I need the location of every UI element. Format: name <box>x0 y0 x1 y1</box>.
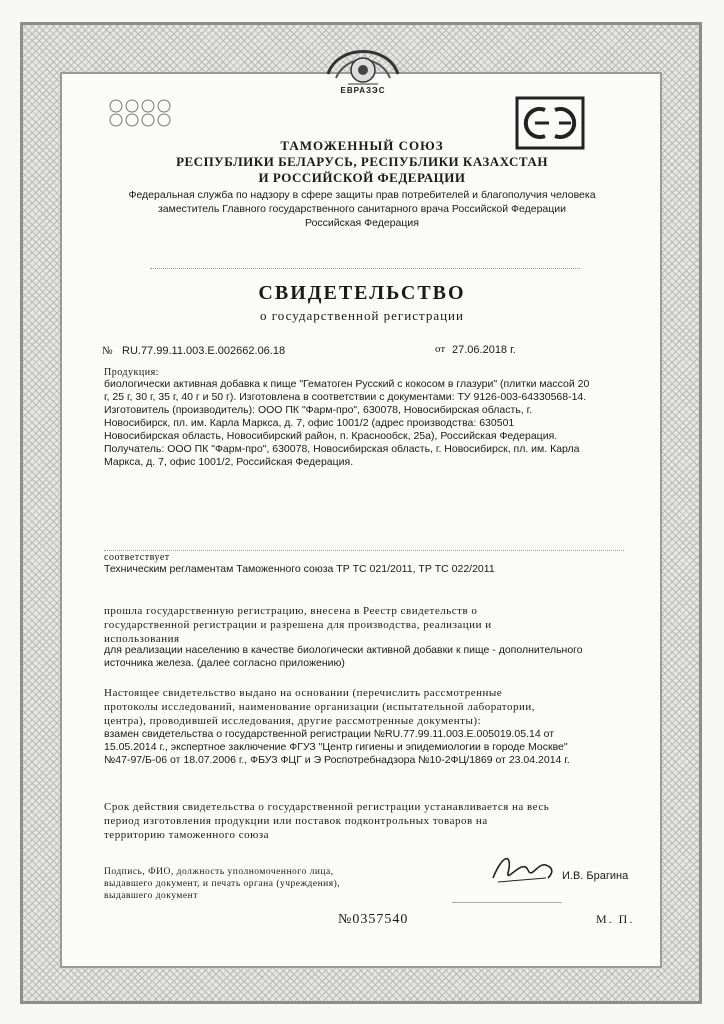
service-text <box>70 188 654 230</box>
emblem-caption: ЕВРАЗЭС <box>340 86 386 95</box>
usage-line: для реализации населению в качестве биологически активной добавки к пище - дополнительного <box>104 644 583 656</box>
certificate-date: 27.06.2018 г. <box>452 344 516 356</box>
republics-line-1: РЕСПУБЛИКИ БЕЛАРУСЬ, РЕСПУБЛИКИ КАЗАХСТАН <box>176 154 548 169</box>
hologram-icon <box>106 96 176 128</box>
registration-line: использования <box>104 633 180 645</box>
validity-line: территорию таможенного союза <box>104 829 270 841</box>
service-line-2: заместитель Главного государственного санитарного врача Российской Федерации <box>157 203 567 215</box>
basis-line: протоколы исследований, наименование организации (испытательной лаборатории, <box>104 701 535 713</box>
divider <box>104 550 624 551</box>
republics-line-2: И РОССИЙСКОЙ ФЕДЕРАЦИИ <box>258 170 466 185</box>
signature-caption <box>104 866 364 902</box>
product-section <box>104 368 624 469</box>
usage-section <box>104 644 624 670</box>
usage-line: источника железа. (далее согласно приложению) <box>104 657 345 669</box>
number-label: № <box>102 345 113 357</box>
basis-detail-line: взамен свидетельства о государственной регистрации №RU.77.99.11.003.E.005019.05.14 от <box>104 728 555 740</box>
product-line: Изготовитель (производитель): ООО ПК "Фарм-про", 630078, Новосибирская область, г. <box>104 404 533 416</box>
product-line: Маркса, д. 7, офис 1001/2, Российская Федерация. <box>104 456 354 468</box>
validity-section <box>104 800 624 842</box>
date-label: от <box>435 343 446 355</box>
handwritten-signature-icon <box>488 848 558 888</box>
signature-caption-line: выдавшего документ, и печать органа (учреждения), <box>104 879 341 889</box>
product-line: Получатель: ООО ПК "Фарм-про", 630078, Новосибирская область, г. Новосибирск, пл. им. Карла <box>104 443 580 455</box>
serial-number: №0357540 <box>338 912 409 927</box>
registration-line: государственной регистрации и разрешена для производства, реализации и <box>104 619 492 631</box>
product-line: Новосибирская область, Новосибирский район, п. Краснообск, 25а), Российская Федерация. <box>104 430 558 442</box>
certificate-title: СВИДЕТЕЛЬСТВО <box>258 282 466 304</box>
compliance-label: соответствует <box>104 552 170 563</box>
product-line: биологически активная добавка к пище "Гематоген Русский с кокосом в глазури" (плитки массой 20 <box>104 378 590 390</box>
basis-section <box>104 686 624 728</box>
validity-line: период изготовления продукции или поставок подконтрольных товаров на <box>104 815 488 827</box>
stamp-place: М. П. <box>596 912 635 926</box>
registration-line: прошла государственную регистрацию, внесена в Реестр свидетельств о <box>104 605 478 617</box>
signature-caption-line: Подпись, ФИО, должность уполномоченного лица, <box>104 867 334 877</box>
compliance-section <box>104 553 624 576</box>
basis-line: центра), проводившей исследования, другие рассмотренные документы): <box>104 715 482 727</box>
divider <box>150 268 580 269</box>
signer-name: И.В. Брагина <box>562 870 629 882</box>
union-title: ТАМОЖЕННЫЙ СОЮЗ <box>280 138 444 153</box>
basis-details <box>104 728 624 767</box>
basis-line: Настоящее свидетельство выдано на основании (перечислить рассмотренные <box>104 687 503 699</box>
service-line-3: Российская Федерация <box>305 217 419 229</box>
validity-line: Срок действия свидетельства о государственной регистрации устанавливается на весь <box>104 801 550 813</box>
certificate-number: RU.77.99.11.003.E.002662.06.18 <box>122 345 286 357</box>
basis-detail-line: №47-97/Б-06 от 18.07.2006 г., ФБУЗ ФЦГ и Э Роспотребнадзора №10-2ФЦ/1869 от 23.04.2014 г. <box>104 754 570 766</box>
product-line: Новосибирск, пл. им. Карла Маркса, д. 7, офис 1001/2 (адрес производства: 630501 <box>104 417 515 429</box>
basis-detail-line: 15.05.2014 г., экспертное заключение ФГУЗ "Центр гигиены и эпидемиологии в городе Москве" <box>104 741 568 753</box>
signature-caption-line: выдавшего документ <box>104 891 198 901</box>
signature-rule <box>452 902 562 903</box>
compliance-text: Техническим регламентам Таможенного союза ТР ТС 021/2011, ТР ТС 022/2011 <box>104 563 495 575</box>
product-label: Продукция: <box>104 367 159 378</box>
product-line: г, 25 г, 30 г, 35 г, 40 г и 50 г). Изготовлена в соответствии с документами: ТУ 9126-003-64330568-14. <box>104 391 587 403</box>
registration-section <box>104 604 624 646</box>
certificate-subtitle: о государственной регистрации <box>260 308 464 323</box>
service-line-1: Федеральная служба по надзору в сфере защиты прав потребителей и благополучия человека <box>128 189 596 201</box>
